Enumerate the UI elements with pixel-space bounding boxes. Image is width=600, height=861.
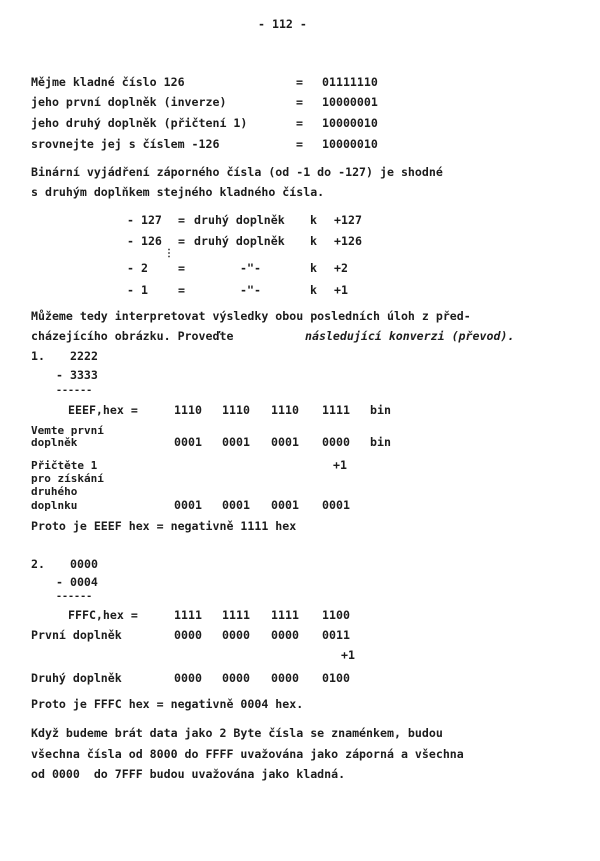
table-row-4-mid: -"-	[240, 283, 261, 297]
ex1-second-label-2: druhého	[31, 485, 78, 498]
intro-label-2: jeho první doplněk (inverze)	[31, 95, 227, 109]
ex2-result-bits-1: 1111	[174, 608, 202, 622]
table-row-2-right: +126	[334, 234, 362, 248]
intro-label-3: jeho druhý doplněk (přičtení 1)	[31, 116, 248, 130]
table-row-3-mid: -"-	[240, 261, 261, 275]
ex2-result-bits-3: 1111	[271, 608, 299, 622]
vertical-ellipsis: ⋮	[164, 248, 174, 259]
table-row-4-left: - 1	[127, 283, 148, 297]
binary-text-line-2: s druhým doplňkem stejného kladného čísla.	[31, 185, 325, 199]
ex2-first-bits-4: 0011	[322, 628, 350, 642]
ex2-second-bits-4: 0100	[322, 671, 350, 685]
closing-text-line-2: všechna čísla od 8000 do FFFF uvažována jako záporná a všechna	[31, 747, 464, 761]
ex1-result-label: EEEF,hex =	[68, 403, 138, 417]
intro-eq-3: =	[296, 116, 303, 130]
ex2-a: 0000	[70, 557, 98, 571]
interpret-italic: následující konverzi (převod).	[305, 329, 515, 343]
closing-text-line-3: od 0000 do 7FFF budou uvažována jako kladná.	[31, 767, 346, 781]
intro-value-1: 01111110	[322, 75, 378, 89]
intro-value-4: 10000010	[322, 137, 378, 151]
ex1-result-bits-4: 1111	[322, 403, 350, 417]
table-row-1-left: - 127	[127, 213, 162, 227]
ex2-first-bits-2: 0000	[222, 628, 250, 642]
page-number: - 112 -	[258, 17, 307, 31]
table-row-2-eq: =	[178, 234, 185, 248]
ex1-b: - 3333	[56, 368, 98, 382]
ex2-second-bits-2: 0000	[222, 671, 250, 685]
ex1-number: 1.	[31, 349, 45, 363]
table-row-2-k: k	[310, 234, 317, 248]
table-row-1-right: +127	[334, 213, 362, 227]
ex1-result-bits-3: 1110	[271, 403, 299, 417]
ex1-first-bits-3: 0001	[271, 435, 299, 449]
ex1-first-label-2: doplněk	[31, 436, 78, 449]
table-row-2-mid: druhý doplněk	[194, 234, 285, 248]
ex1-result-bin: bin	[370, 403, 391, 417]
intro-eq-1: =	[296, 75, 303, 89]
ex1-first-label-1: Vemte první	[31, 424, 104, 437]
ex2-plus-val: +1	[341, 648, 355, 662]
ex2-result-bits-2: 1111	[222, 608, 250, 622]
closing-text-line-1: Když budeme brát data jako 2 Byte čísla se znaménkem, budou	[31, 726, 443, 740]
ex1-dashes: ------	[56, 385, 93, 396]
intro-eq-2: =	[296, 95, 303, 109]
table-row-3-left: - 2	[127, 261, 148, 275]
table-row-1-eq: =	[178, 213, 185, 227]
ex1-second-bits-2: 0001	[222, 498, 250, 512]
ex2-second-bits-3: 0000	[271, 671, 299, 685]
intro-value-2: 10000001	[322, 95, 378, 109]
ex2-first-label: První doplněk	[31, 628, 122, 642]
intro-label-4: srovnejte jej s číslem -126	[31, 137, 220, 151]
interpret-text-line-1: Můžeme tedy interpretovat výsledky obou posledních úloh z před-	[31, 309, 471, 323]
ex2-dashes: ------	[56, 591, 93, 602]
table-row-3-right: +2	[334, 261, 348, 275]
table-row-1-mid: druhý doplněk	[194, 213, 285, 227]
ex1-result-bits-2: 1110	[222, 403, 250, 417]
intro-label-1: Mějme kladné číslo 126	[31, 75, 185, 89]
ex2-number: 2.	[31, 557, 45, 571]
ex1-first-bits-1: 0001	[174, 435, 202, 449]
ex1-first-bin: bin	[370, 435, 391, 449]
ex1-second-label-3: doplnku	[31, 499, 78, 512]
binary-text-line-1: Binární vyjádření záporného čísla (od -1 do -127) je shodné	[31, 165, 443, 179]
ex1-second-bits-3: 0001	[271, 498, 299, 512]
ex2-result-label: FFFC,hex =	[68, 608, 138, 622]
table-row-2-left: - 126	[127, 234, 162, 248]
ex2-first-bits-1: 0000	[174, 628, 202, 642]
table-row-1-k: k	[310, 213, 317, 227]
ex2-b: - 0004	[56, 575, 98, 589]
ex1-plus-val: +1	[333, 458, 347, 472]
ex1-second-bits-1: 0001	[174, 498, 202, 512]
ex2-conclusion: Proto je FFFC hex = negativně 0004 hex.	[31, 697, 304, 711]
table-row-4-eq: =	[178, 283, 185, 297]
table-row-3-eq: =	[178, 261, 185, 275]
ex1-second-label-1: pro získání	[31, 472, 104, 485]
interpret-text-line-2: cházejícího obrázku. Proveďte	[31, 329, 234, 343]
ex2-result-bits-4: 1100	[322, 608, 350, 622]
ex1-second-bits-4: 0001	[322, 498, 350, 512]
ex1-conclusion: Proto je EEEF hex = negativně 1111 hex	[31, 519, 297, 533]
ex2-second-bits-1: 0000	[174, 671, 202, 685]
ex1-first-bits-4: 0000	[322, 435, 350, 449]
intro-value-3: 10000010	[322, 116, 378, 130]
table-row-3-k: k	[310, 261, 317, 275]
intro-eq-4: =	[296, 137, 303, 151]
ex1-a: 2222	[70, 349, 98, 363]
ex1-first-bits-2: 0001	[222, 435, 250, 449]
ex1-plus-label: Přičtěte 1	[31, 459, 98, 472]
table-row-4-k: k	[310, 283, 317, 297]
ex2-first-bits-3: 0000	[271, 628, 299, 642]
ex2-second-label: Druhý doplněk	[31, 671, 122, 685]
ex1-result-bits-1: 1110	[174, 403, 202, 417]
table-row-4-right: +1	[334, 283, 348, 297]
